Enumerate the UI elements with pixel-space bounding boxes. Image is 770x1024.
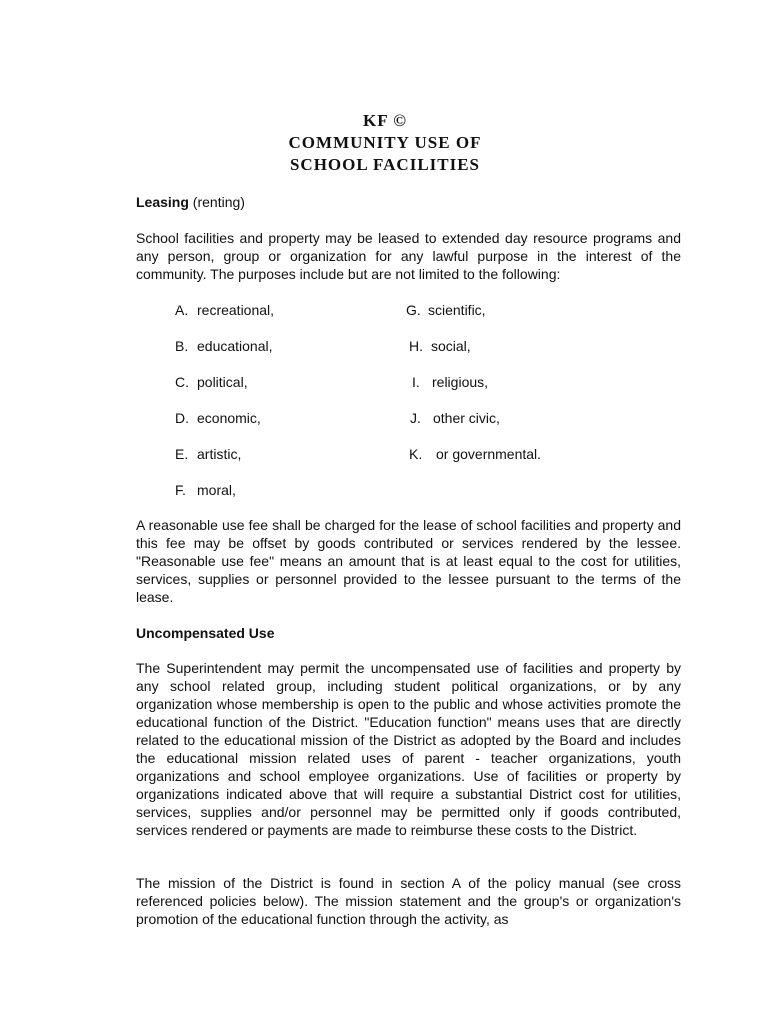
uncompensated-paragraph: The Superintendent may permit the uncompensated use of facilities and property by any school related group, including student political organizations, or by any organization whose membership is open to the public and whose activities promote the educational function of the District. "Education function" means uses that are directly related to the educational mission of the District as adopted by the Board and includes the educational mission related uses of parent - teacher organizations, youth organizations and school employee organizations. Use of facilities or property by organizations indicated above that will require a substantial District cost for utilities, services, supplies and/or personnel may be permitted only if goods contributed, services rendered or payments are made to reimburse these costs to the District. bbox=[136, 660, 681, 838]
list-item bbox=[175, 445, 241, 463]
list-item bbox=[410, 409, 500, 427]
list-text: scientific, bbox=[428, 302, 486, 318]
list-letter: I. bbox=[412, 374, 420, 390]
list-item bbox=[409, 445, 541, 463]
list-item bbox=[412, 373, 488, 391]
list-text: economic, bbox=[197, 410, 261, 426]
leasing-heading-note: (renting) bbox=[188, 194, 245, 210]
leasing-heading bbox=[136, 193, 245, 211]
list-text: educational, bbox=[197, 338, 273, 354]
uncompensated-heading: Uncompensated Use bbox=[136, 625, 275, 641]
mission-paragraph: The mission of the District is found in section A of the policy manual (see cross referenced policies below). The mission statement and the group's or organization's promotion of the educational function through the activity, as bbox=[136, 875, 681, 927]
policy-code: KF © bbox=[363, 111, 407, 130]
list-item bbox=[406, 301, 486, 319]
list-text: social, bbox=[431, 338, 471, 354]
list-letter: K. bbox=[409, 446, 423, 462]
list-letter: J. bbox=[410, 410, 421, 426]
leasing-intro-paragraph: School facilities and property may be leased to extended day resource programs and any person, group or organization for any lawful purpose in the interest of the community. The purposes include but are not limited to the following: bbox=[136, 230, 681, 282]
list-letter: G. bbox=[406, 302, 421, 318]
list-letter: D. bbox=[175, 410, 189, 426]
title-line-1: COMMUNITY USE OF bbox=[288, 133, 482, 152]
leasing-heading-bold: Leasing bbox=[136, 194, 189, 210]
list-letter: H. bbox=[409, 338, 423, 354]
list-letter: F. bbox=[175, 482, 186, 498]
list-item bbox=[175, 373, 248, 391]
title-line-2: SCHOOL FACILITIES bbox=[289, 155, 481, 174]
list-text: or governmental. bbox=[436, 446, 542, 462]
list-letter: E. bbox=[175, 446, 189, 462]
list-text: recreational, bbox=[197, 302, 275, 318]
list-item bbox=[175, 301, 274, 319]
list-item bbox=[409, 337, 471, 355]
list-text: other civic, bbox=[433, 410, 500, 426]
list-letter: C. bbox=[175, 374, 189, 390]
list-item bbox=[175, 337, 273, 355]
list-text: moral, bbox=[197, 482, 236, 498]
list-letter: A. bbox=[175, 302, 189, 318]
list-item bbox=[175, 481, 236, 499]
fee-paragraph: A reasonable use fee shall be charged for the lease of school facilities and property and this fee may be offset by goods contributed or services rendered by the lessee. "Reasonable use fee" means an amount that is at least equal to the cost for utilities, services, supplies or personnel provided to the lessee pursuant to the terms of the lease. bbox=[136, 517, 681, 605]
list-text: religious, bbox=[432, 374, 489, 390]
list-item bbox=[175, 409, 261, 427]
list-text: political, bbox=[197, 374, 248, 390]
list-letter: B. bbox=[175, 338, 189, 354]
list-text: artistic, bbox=[197, 446, 242, 462]
